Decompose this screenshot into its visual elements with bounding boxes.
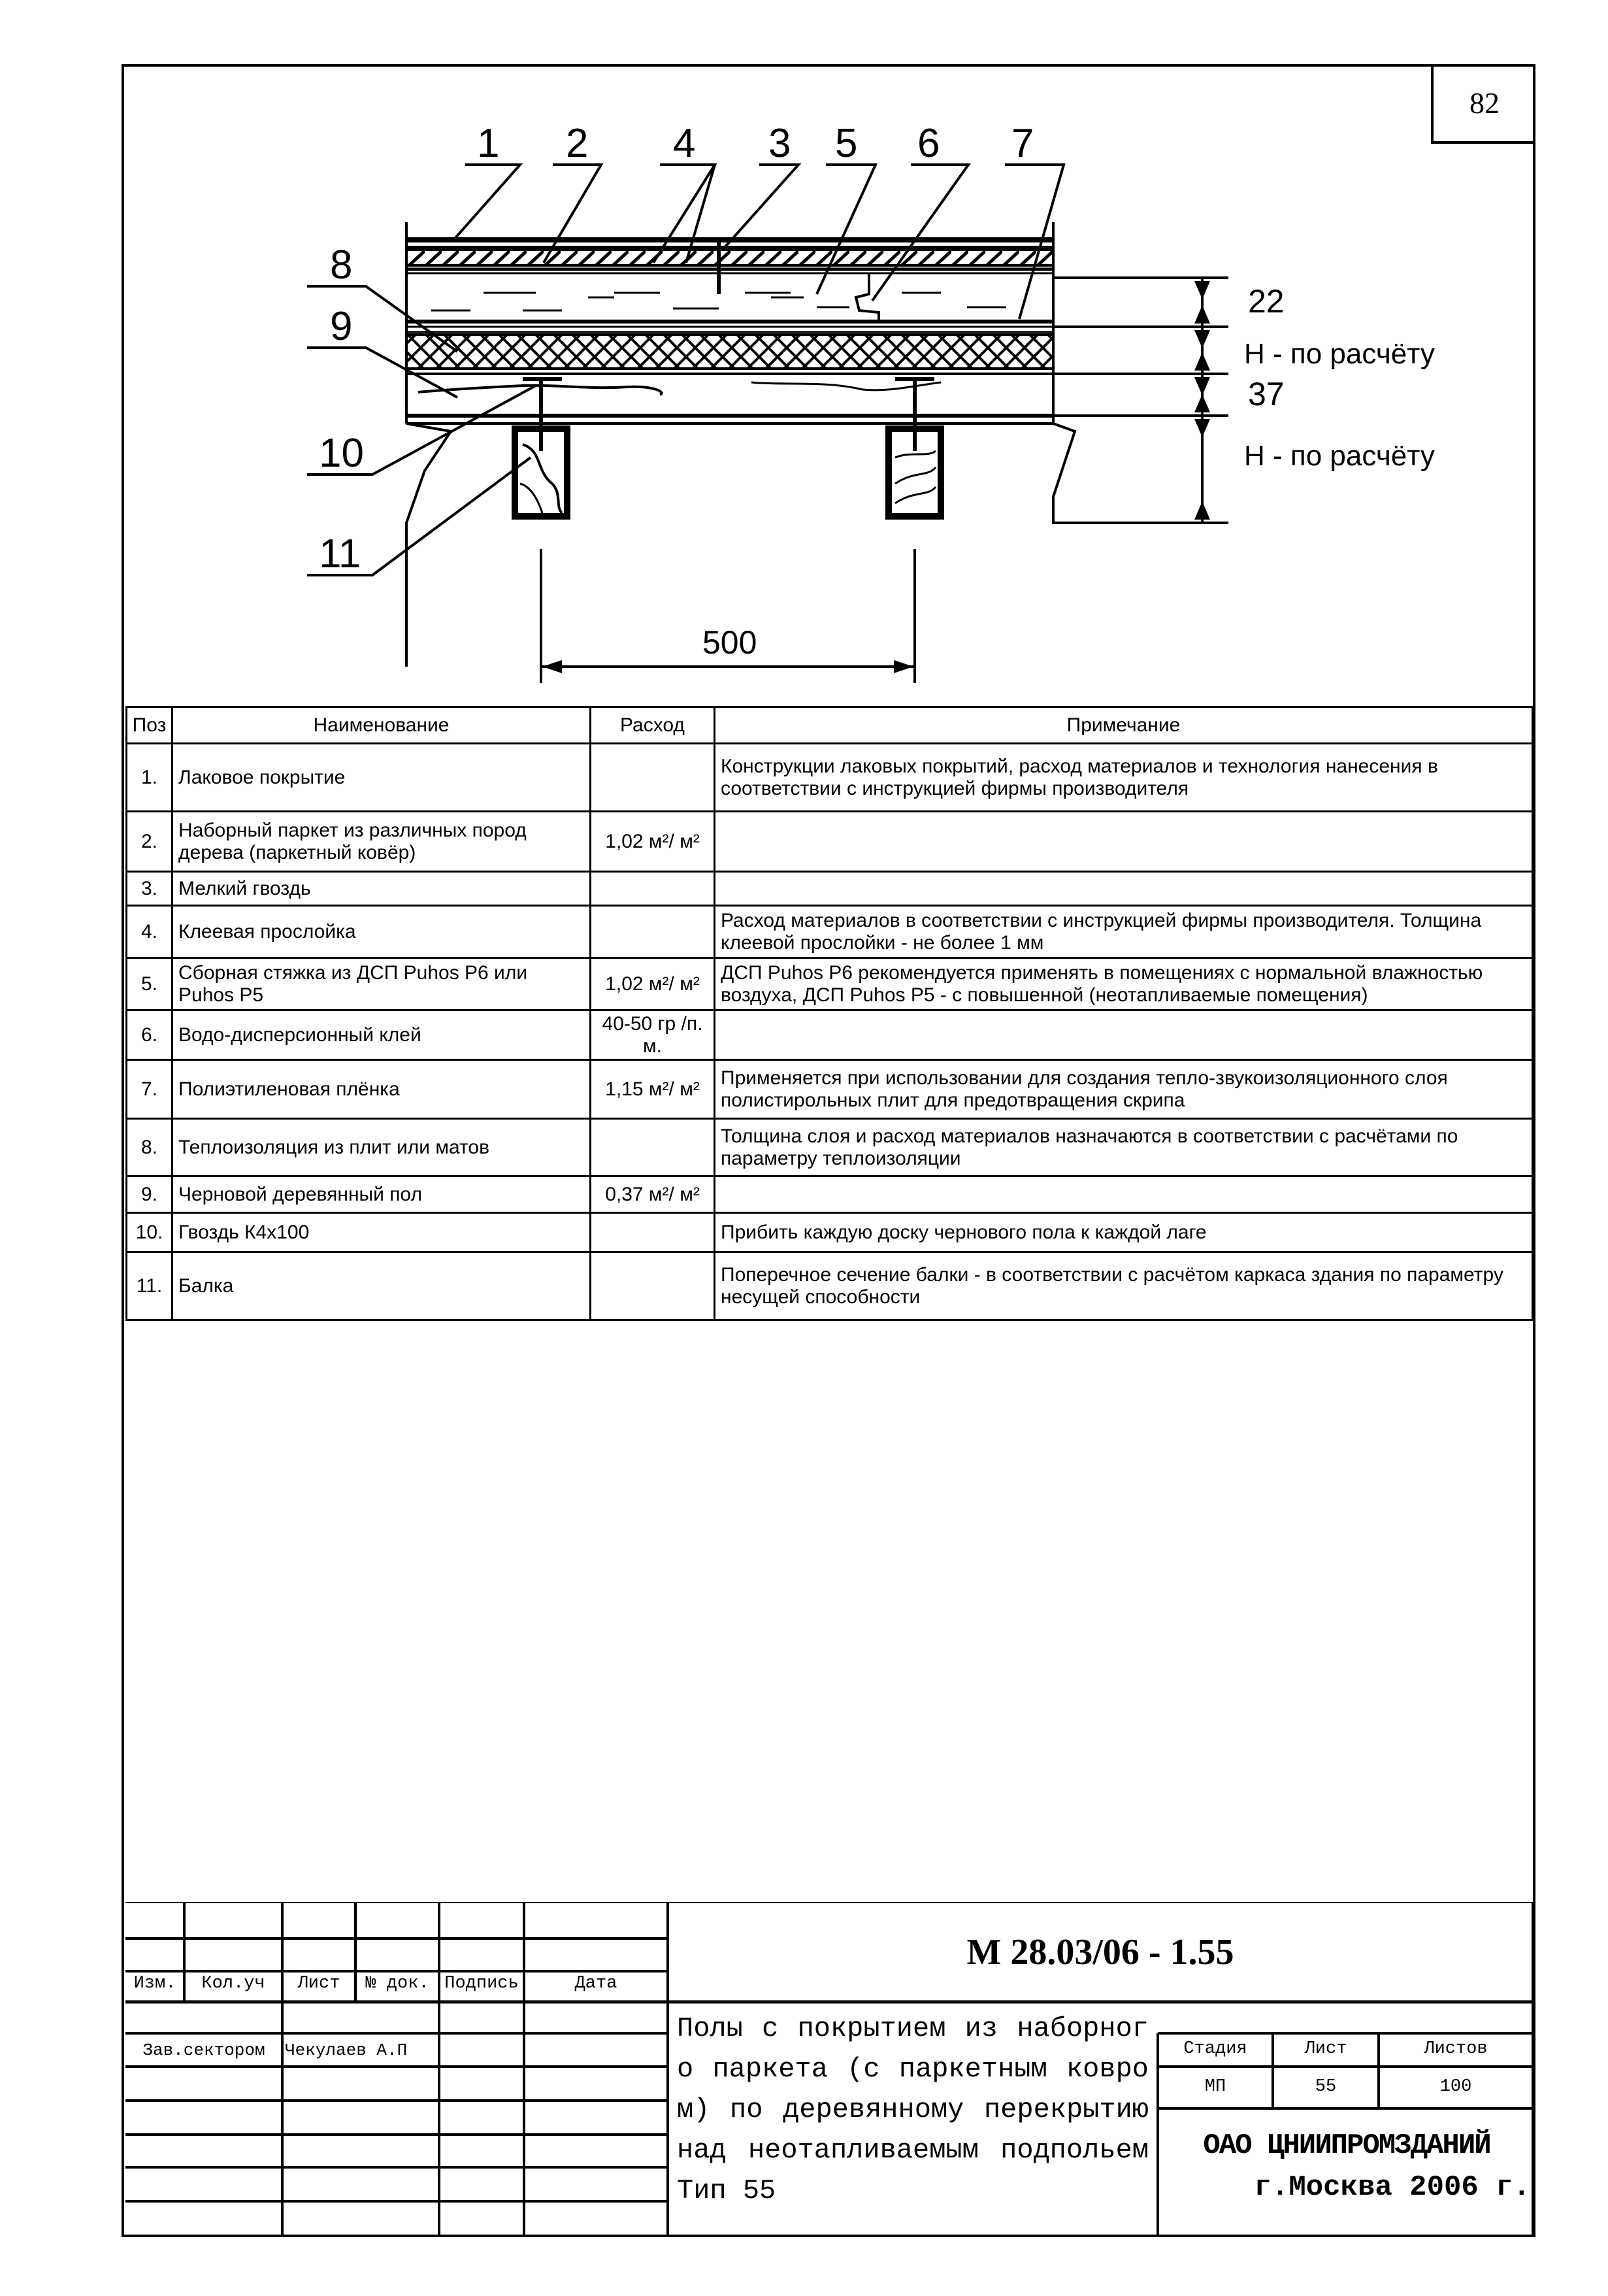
dimension-22: 22: [1248, 283, 1285, 320]
row-pos: 5.: [127, 958, 172, 1010]
row-name: Балка: [172, 1252, 591, 1320]
row-note: Толщина слоя и расход материалов назначаются в соответствии с расчётами по параметру теплоизоляции: [715, 1119, 1533, 1176]
specification-table: [125, 706, 1534, 1321]
sheet-value: 55: [1315, 2077, 1337, 2097]
label-4: 4: [673, 121, 696, 166]
beams: [515, 429, 941, 516]
row-pos: 6.: [127, 1010, 172, 1060]
row-pos: 11.: [127, 1252, 172, 1320]
row-usage: 1,02 м²/ м²: [591, 958, 715, 1010]
label-8: 8: [330, 242, 353, 288]
header-usage: Расход: [591, 707, 715, 744]
header-note: Примечание: [715, 707, 1533, 744]
sheet-label: Лист: [1304, 2039, 1347, 2059]
stage-value: МП: [1204, 2077, 1226, 2097]
row-usage: [591, 872, 715, 906]
table-row: [127, 744, 1533, 812]
document-code: М 28.03/06 - 1.55: [966, 1931, 1234, 1972]
col-doc: № док.: [365, 1974, 429, 1993]
row-note: [715, 1010, 1533, 1060]
row-name: Мелкий гвоздь: [172, 872, 591, 906]
row-pos: 8.: [127, 1119, 172, 1176]
row-pos: 2.: [127, 812, 172, 872]
row-note: Расход материалов в соответствии с инструкцией фирмы производителя. Толщина клеевой прослойки - не более 1 мм: [715, 906, 1533, 958]
row-note: [715, 872, 1533, 906]
table-row: [127, 1252, 1533, 1320]
header-name: Наименование: [172, 707, 591, 744]
row-name: Водо-дисперсионный клей: [172, 1010, 591, 1060]
dimension-500: 500: [702, 624, 757, 661]
label-11: 11: [319, 531, 361, 576]
label-6: 6: [917, 121, 940, 166]
table-row: [127, 812, 1533, 872]
dimension-37: 37: [1248, 376, 1285, 412]
col-list: Лист: [297, 1974, 340, 1993]
row-pos: 3.: [127, 872, 172, 906]
table-row: [127, 1176, 1533, 1213]
table-row: [127, 1119, 1533, 1176]
sheets-value: 100: [1439, 2077, 1472, 2097]
col-sign: Подпись: [444, 1974, 519, 1993]
row-usage: 0,37 м²/ м²: [591, 1176, 715, 1213]
table-row: [127, 958, 1533, 1010]
role-label: Зав.сектором: [142, 2040, 265, 2060]
table-row: [127, 1213, 1533, 1252]
col-kol-uch: Кол.уч: [201, 1974, 265, 1993]
row-usage: [591, 906, 715, 958]
row-pos: 4.: [127, 906, 172, 958]
row-note: Применяется при использовании для создания тепло-звукоизоляционного слоя полистирольных плит для предотвращения скрипа: [715, 1060, 1533, 1119]
row-name: Сборная стяжка из ДСП Puhos P6 или Puhos P5: [172, 958, 591, 1010]
row-name: Теплоизоляция из плит или матов: [172, 1119, 591, 1176]
label-7: 7: [1011, 121, 1034, 166]
header-pos: Поз: [127, 707, 172, 744]
row-note: Конструкции лаковых покрытий, расход материалов и технология нанесения в соответствии с инструкцией фирмы производителя: [715, 744, 1533, 812]
floor-layers: [406, 222, 1053, 424]
row-pos: 7.: [127, 1060, 172, 1119]
table-row: [127, 906, 1533, 958]
dimension-h-beam: H - по расчёту: [1244, 440, 1435, 472]
page-number: 82: [1431, 64, 1535, 144]
table-row: [127, 1010, 1533, 1060]
row-name: Лаковое покрытие: [172, 744, 591, 812]
label-9: 9: [330, 304, 353, 349]
row-name: Наборный паркет из различных пород дерева (паркетный ковёр): [172, 812, 591, 872]
row-pos: 9.: [127, 1176, 172, 1213]
row-usage: 40-50 гр /п. м.: [591, 1010, 715, 1060]
beam-spacing-dimension: [541, 549, 915, 683]
table-row: [127, 872, 1533, 906]
row-note: [715, 812, 1533, 872]
sheets-label: Листов: [1424, 2039, 1488, 2059]
row-note: ДСП Puhos P6 рекомендуется применять в помещениях с нормальной влажностью воздуха, ДСП Puhos P5 - с повышенной (неотапливаемые помещения): [715, 958, 1533, 1010]
row-usage: 1,02 м²/ м²: [591, 812, 715, 872]
row-note: Прибить каждую доску чернового пола к каждой лаге: [715, 1213, 1533, 1252]
row-name: Полиэтиленовая плёнка: [172, 1060, 591, 1119]
label-1: 1: [477, 121, 500, 166]
row-pos: 1.: [127, 744, 172, 812]
row-usage: [591, 1252, 715, 1320]
stage-label: Стадия: [1183, 2039, 1247, 2059]
city-year: г.Москва 2006 г.: [1254, 2171, 1530, 2204]
dimension-h-insulation: H - по расчёту: [1244, 338, 1435, 370]
row-usage: [591, 1119, 715, 1176]
title-block: [125, 1902, 1535, 2237]
row-note: Поперечное сечение балки - в соответствии с расчётом каркаса здания по параметру несущей способности: [715, 1252, 1533, 1320]
row-usage: [591, 744, 715, 812]
label-2: 2: [566, 121, 589, 166]
col-date: Дата: [574, 1974, 617, 1993]
label-10: 10: [319, 431, 364, 476]
table-row: [127, 1060, 1533, 1119]
row-name: Клеевая прослойка: [172, 906, 591, 958]
row-usage: 1,15 м²/ м²: [591, 1060, 715, 1119]
row-pos: 10.: [127, 1213, 172, 1252]
label-3: 3: [768, 121, 791, 166]
person-name: Чекулаев А.П: [285, 2040, 408, 2060]
table-header: [127, 707, 1533, 744]
organization-name: ОАО ЦНИИПРОМЗДАНИЙ: [1203, 2129, 1490, 2162]
document-title: Полы с покрытием из наборного паркета (с паркетным ковром) по деревянному перекрытию над неотапливаемым подпольем Тип 55: [677, 2013, 1149, 2206]
row-note: [715, 1176, 1533, 1213]
col-izm: Изм.: [133, 1974, 176, 1993]
label-5: 5: [835, 121, 858, 166]
row-name: Черновой деревянный пол: [172, 1176, 591, 1213]
row-usage: [591, 1213, 715, 1252]
row-name: Гвоздь К4х100: [172, 1213, 591, 1252]
floor-section-drawing: [0, 0, 1608, 706]
